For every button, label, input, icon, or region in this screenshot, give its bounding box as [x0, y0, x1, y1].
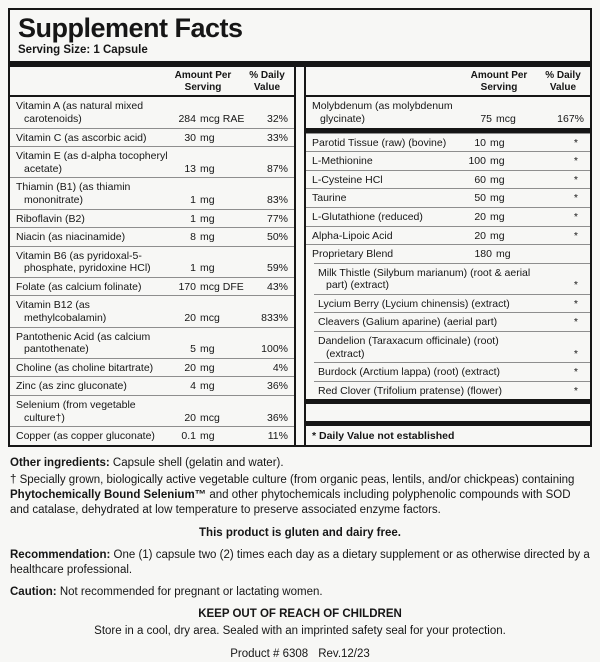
other-ingredients	[10, 456, 590, 471]
daily-value: *	[573, 155, 578, 168]
amount-unit: mg	[200, 231, 215, 244]
daily-value: *	[573, 316, 578, 329]
nutrient-name: Alpha-Lipoic Acid	[312, 229, 393, 242]
amount-value: 20	[474, 229, 486, 242]
nutrient-name: Taurine	[312, 192, 347, 205]
daily-value: 833%	[261, 312, 288, 325]
table-row	[10, 426, 294, 445]
table-row	[10, 277, 294, 296]
amount-value: 75	[480, 112, 492, 125]
amount-unit: mg	[496, 248, 511, 261]
amount-value: 20	[184, 312, 196, 325]
amount-value: 4	[190, 380, 196, 393]
amount-unit: mg	[200, 361, 215, 374]
nutrient-amount	[170, 362, 246, 375]
amount-unit: mcg DFE	[200, 280, 244, 293]
daily-value: 50%	[266, 231, 288, 244]
nutrient-amount	[170, 213, 246, 226]
amount-value: 20	[474, 210, 486, 223]
daily-value-footnote: * Daily Value not established	[312, 429, 455, 442]
nutrient-name: Vitamin B6 (as pyridoxal-5-phosphate, pyridoxine HCl)	[16, 249, 151, 275]
nutrient-name: Selenium (from vegetable culture†)	[16, 399, 136, 424]
daily-value: 11%	[267, 430, 288, 443]
amount-unit: mg	[490, 192, 505, 205]
daily-value: *	[573, 347, 578, 360]
nutrient-amount	[170, 231, 246, 244]
nutrient-name: Molybdenum (as molybdenum glycinate)	[312, 100, 453, 125]
amount-unit: mg	[490, 210, 505, 223]
nutrient-amount	[466, 248, 542, 261]
table-row	[10, 358, 294, 377]
daily-value: *	[573, 384, 578, 397]
amount-unit: mg	[200, 193, 215, 206]
nutrient-rows-left	[10, 97, 294, 444]
amount-value: 284	[178, 112, 196, 125]
table-row	[10, 376, 294, 395]
keep-out-line: KEEP OUT OF REACH OF CHILDREN	[198, 608, 402, 621]
nutrient-name: Folate (as calcium folinate)	[16, 280, 142, 293]
table-row	[314, 263, 590, 294]
amount-value: 1	[190, 262, 196, 275]
nutrient-name: Vitamin A (as natural mixed carotenoids)	[16, 100, 144, 125]
nutrient-name: Riboflavin (B2)	[16, 212, 85, 225]
nutrient-name: Vitamin C (as ascorbic acid)	[16, 131, 147, 144]
percent-daily-value-header: % Daily Value	[249, 70, 285, 93]
daily-value: 36%	[266, 380, 288, 393]
nutrient-amount	[460, 155, 536, 168]
recommendation-label: Recommendation:	[10, 548, 111, 561]
nutrient-name: Red Clover (Trifolium pratense) (flower)	[318, 384, 502, 397]
dagger-footnote-pre: † Specially grown, biologically active vegetable culture (from organic peas, lentils, and/or chickpeas) containing	[10, 473, 575, 486]
amount-value: 20	[184, 361, 196, 374]
amount-unit: mg	[200, 380, 215, 393]
table-row	[10, 177, 294, 208]
other-ingredients-label: Other ingredients:	[10, 456, 110, 469]
nutrient-amount	[170, 113, 246, 126]
table-row	[10, 395, 294, 426]
amount-value: 0.1	[181, 430, 196, 443]
daily-value: 36%	[266, 411, 288, 424]
table-row	[306, 244, 590, 263]
nutrient-name: Lycium Berry (Lycium chinensis) (extract)	[318, 297, 510, 310]
table-row	[10, 295, 294, 326]
nutrient-name: Copper (as copper gluconate)	[16, 430, 155, 443]
table-row	[314, 294, 590, 313]
daily-value: *	[573, 173, 578, 186]
facts-column-left	[10, 67, 296, 444]
daily-value: *	[573, 279, 578, 292]
table-row	[10, 227, 294, 246]
daily-value: 167%	[557, 112, 584, 125]
dagger-footnote-post: and other phytochemicals including polyphenolic compounds with SOD and catalase, dehydrated at low temperature to preserve associated enzyme factors.	[10, 489, 571, 517]
nutrient-name: Zinc (as zinc gluconate)	[16, 380, 127, 393]
caution	[10, 585, 590, 600]
percent-daily-value-header: % Daily Value	[545, 70, 581, 93]
table-row	[314, 362, 590, 381]
amount-value: 8	[190, 231, 196, 244]
nutrient-amount	[170, 430, 246, 443]
nutrient-amount	[170, 132, 246, 145]
dagger-footnote-bold: Phytochemically Bound Selenium™	[10, 489, 207, 502]
nutrient-name: Milk Thistle (Silybum marianum) (root & aerial part) (extract)	[318, 266, 531, 292]
nutrient-amount	[170, 312, 246, 325]
amount-unit: mg	[200, 262, 215, 275]
nutrient-amount	[466, 113, 542, 126]
amount-value: 1	[190, 212, 196, 225]
column-headers-left	[10, 67, 294, 97]
nutrient-name: L-Glutathione (reduced)	[312, 210, 423, 223]
nutrient-name: Parotid Tissue (raw) (bovine)	[312, 136, 447, 149]
amount-unit: mg	[490, 136, 505, 149]
amount-value: 5	[190, 343, 196, 356]
amount-value: 100	[468, 155, 486, 168]
other-ingredients-text: Capsule shell (gelatin and water).	[109, 456, 284, 469]
panel-title: Supplement Facts	[18, 13, 243, 43]
table-row	[10, 128, 294, 147]
supplement-facts-panel	[8, 8, 592, 447]
facts-column-right	[304, 67, 590, 444]
table-row	[314, 331, 590, 362]
caution-text: Not recommended for pregnant or lactating women.	[56, 586, 323, 599]
panel-header	[10, 10, 590, 61]
nutrient-amount	[170, 194, 246, 207]
amount-unit: mg	[200, 343, 215, 356]
recommendation	[10, 548, 590, 578]
nutrient-name: Dandelion (Taraxacum officinale) (root) (extract)	[318, 335, 499, 360]
product-line	[10, 647, 590, 662]
daily-value: 59%	[266, 262, 288, 275]
table-row	[306, 170, 590, 189]
daily-value: 4%	[272, 361, 288, 374]
amount-unit: mcg	[200, 411, 220, 424]
nutrient-amount	[170, 343, 246, 356]
amount-per-serving-header: Amount Per Serving	[174, 70, 232, 93]
amount-unit: mcg RAE	[200, 112, 245, 125]
nutrient-name: Cleavers (Galium aparine) (aerial part)	[318, 316, 498, 329]
table-row	[306, 97, 590, 127]
daily-value: *	[573, 192, 578, 205]
daily-value: *	[573, 297, 578, 310]
daily-value: 77%	[266, 212, 288, 225]
nutrient-amount	[170, 281, 246, 294]
table-row	[314, 312, 590, 331]
amount-value: 1	[190, 193, 196, 206]
nutrient-amount	[170, 412, 246, 425]
amount-value: 180	[474, 248, 492, 261]
amount-unit: mg	[200, 430, 215, 443]
label-footer	[10, 456, 590, 662]
amount-unit: mg	[490, 155, 505, 168]
nutrient-amount	[170, 163, 246, 176]
table-row	[306, 133, 590, 152]
amount-value: 50	[474, 192, 486, 205]
amount-unit: mcg	[496, 112, 516, 125]
table-row	[10, 327, 294, 358]
amount-unit: mg	[490, 229, 505, 242]
table-row	[10, 146, 294, 177]
nutrient-amount	[460, 230, 536, 243]
daily-value: 32%	[266, 112, 288, 125]
daily-value: 33%	[266, 131, 288, 144]
daily-value: *	[573, 136, 578, 149]
daily-value: 87%	[266, 162, 288, 175]
amount-per-serving-header: Amount Per Serving	[470, 70, 528, 93]
table-row	[306, 207, 590, 226]
amount-unit: mg	[490, 173, 505, 186]
serving-size: Serving Size: 1 Capsule	[18, 44, 148, 57]
amount-value: 170	[178, 280, 196, 293]
daily-value: *	[573, 210, 578, 223]
nutrient-amount	[460, 137, 536, 150]
product-number: Product # 6308	[230, 647, 309, 660]
gluten-dairy-free-line: This product is gluten and dairy free.	[199, 526, 401, 539]
table-row	[10, 209, 294, 228]
recommendation-text: One (1) capsule two (2) times each day as a dietary supplement or as otherwise directed by a healthcare professional.	[10, 548, 590, 576]
amount-unit: mcg	[200, 312, 220, 325]
amount-value: 30	[184, 131, 196, 144]
table-row	[10, 246, 294, 277]
nutrient-name: Vitamin E (as d-alpha tocopheryl acetate)	[16, 150, 168, 175]
section-divider-bar	[306, 399, 590, 404]
nutrient-name: Proprietary Blend	[312, 248, 394, 261]
daily-value: 83%	[266, 193, 288, 206]
nutrient-amount	[170, 380, 246, 393]
table-row	[306, 226, 590, 245]
column-gutter	[296, 67, 304, 444]
storage-line: Store in a cool, dry area. Sealed with an imprinted safety seal for your protection.	[94, 625, 506, 638]
column-headers-right	[306, 67, 590, 97]
amount-unit: mg	[200, 162, 215, 175]
daily-value: *	[573, 366, 578, 379]
nutrient-name: L-Cysteine HCl	[312, 173, 383, 186]
nutrient-name: Burdock (Arctium lappa) (root) (extract)	[318, 366, 501, 379]
nutrient-name: Thiamin (B1) (as thiamin mononitrate)	[16, 181, 131, 206]
amount-value: 20	[184, 411, 196, 424]
dagger-footnote	[10, 473, 590, 519]
daily-value: 43%	[266, 280, 288, 293]
nutrient-amount	[460, 174, 536, 187]
amount-value: 13	[184, 162, 196, 175]
daily-value: *	[573, 229, 578, 242]
amount-unit: mg	[200, 212, 215, 225]
revision: Rev.12/23	[318, 647, 370, 660]
table-row	[10, 97, 294, 127]
nutrient-name: Choline (as choline bitartrate)	[16, 361, 154, 374]
nutrient-name: L-Methionine	[312, 155, 373, 168]
table-row	[306, 151, 590, 170]
daily-value: 100%	[261, 343, 288, 356]
nutrient-amount	[460, 211, 536, 224]
caution-label: Caution:	[10, 586, 57, 599]
nutrient-name: Pantothenic Acid (as calcium pantothenate)	[16, 330, 151, 356]
nutrient-rows-right	[306, 97, 590, 420]
nutrient-amount	[170, 262, 246, 275]
facts-columns	[10, 67, 590, 444]
amount-unit: mg	[200, 131, 215, 144]
table-row	[306, 188, 590, 207]
table-row	[314, 381, 590, 400]
amount-value: 60	[474, 173, 486, 186]
amount-value: 10	[474, 136, 486, 149]
nutrient-amount	[460, 192, 536, 205]
nutrient-name: Vitamin B12 (as methylcobalamin)	[16, 299, 107, 325]
nutrient-name: Niacin (as niacinamide)	[16, 231, 126, 244]
